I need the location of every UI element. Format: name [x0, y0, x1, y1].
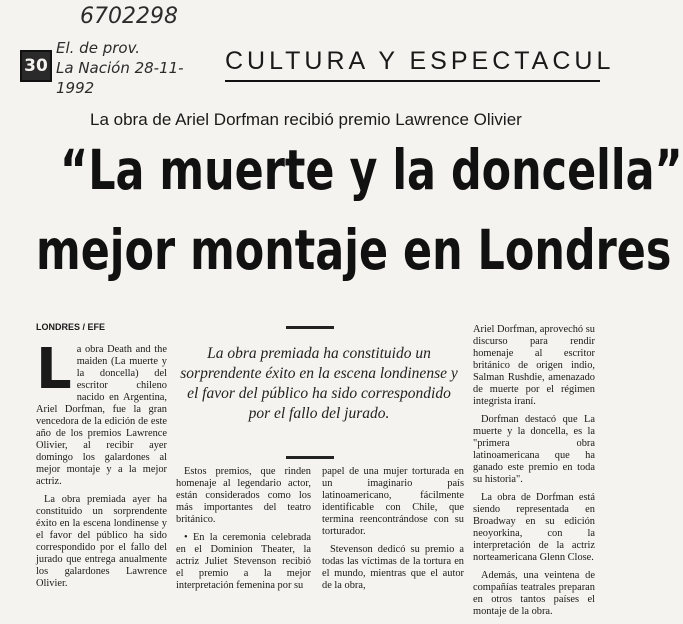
paragraph: La obra premiada ayer ha constituido un sorprendente éxito en la escena londinense y el favor del público ha sido correspondido por el fallo del jurado que entrega anualmente los galardones Lawrence Olivier.: [36, 494, 167, 589]
paragraph: a obra Death and the maiden (La muerte y la doncella) del escritor chileno nacido en Argentina, Ariel Dorfman, fue la gran vencedora de la edición de este año de los premios Lawrence Olivier, al recibir ayer domingo los galardones al mejor montaje y a la mejor actriz.: [36, 344, 167, 487]
pullquote-rule-bottom: [286, 456, 334, 459]
paragraph: • En la ceremonia celebrada en el Dominion Theater, la actriz Juliet Stevenson recibió el premio a la mejor interpretación femenina por su: [176, 532, 311, 591]
paragraph: Dorfman destacó que La muerte y la doncella, es la "primera obra latinoamericana que ha ganado este premio en toda su historia".: [473, 414, 595, 485]
paragraph: Estos premios, que rinden homenaje al legendario actor, están considerados como los más importantes del teatro británico.: [176, 466, 311, 525]
paragraph: Ariel Dorfman, aprovechó su discurso para rendir homenaje al escritor británico de origen indio, Salman Rushdie, amenazado de muerte por el régimen integrista iraní.: [473, 324, 595, 407]
handwritten-source-line-1: El. de prov.: [56, 39, 140, 57]
paragraph: papel de una mujer torturada en un imaginario país latinoamericano, fácilmente identificable con Chile, que termina reencontrándose con su torturador.: [322, 466, 464, 537]
article-column-2: [176, 466, 311, 598]
article-column-3: [322, 466, 464, 598]
handwritten-archive-code: 6702298: [80, 4, 178, 29]
paragraph: Además, una veintena de compañías teatrales preparan en otros tantos países el montaje de la obra.: [473, 570, 595, 617]
headline-line-2: mejor montaje en Londres: [36, 218, 672, 282]
paragraph: Stevenson dedicó su premio a todas las víctimas de la tortura en el mundo, mientras que el autor de la obra,: [322, 544, 464, 591]
dateline: LONDRES / EFE: [36, 322, 106, 332]
drop-cap: L: [36, 337, 72, 402]
page-number: 30: [20, 50, 52, 82]
pullquote-rule-top: [286, 326, 334, 329]
handwritten-source-note: [56, 38, 221, 98]
section-rule: [225, 80, 600, 82]
headline-line-1: “La muerte y la doncella”: [60, 138, 683, 202]
handwritten-source-line-2: La Nación 28-11-1992: [56, 59, 184, 97]
article-column-1: [36, 337, 167, 596]
article-column-4: [473, 324, 595, 624]
paragraph: La obra de Dorfman está siendo representada en Broadway en su edición neoyorkina, con la interpretación de la actriz norteamericana Glenn Close.: [473, 492, 595, 563]
section-header: CULTURA Y ESPECTACUL: [225, 47, 615, 75]
kicker: La obra de Ariel Dorfman recibió premio Lawrence Olivier: [90, 110, 522, 129]
pullquote: La obra premiada ha constituido un sorprendente éxito en la escena londinense y el favor del público ha sido correspondido por el fallo del jurado.: [180, 345, 458, 422]
